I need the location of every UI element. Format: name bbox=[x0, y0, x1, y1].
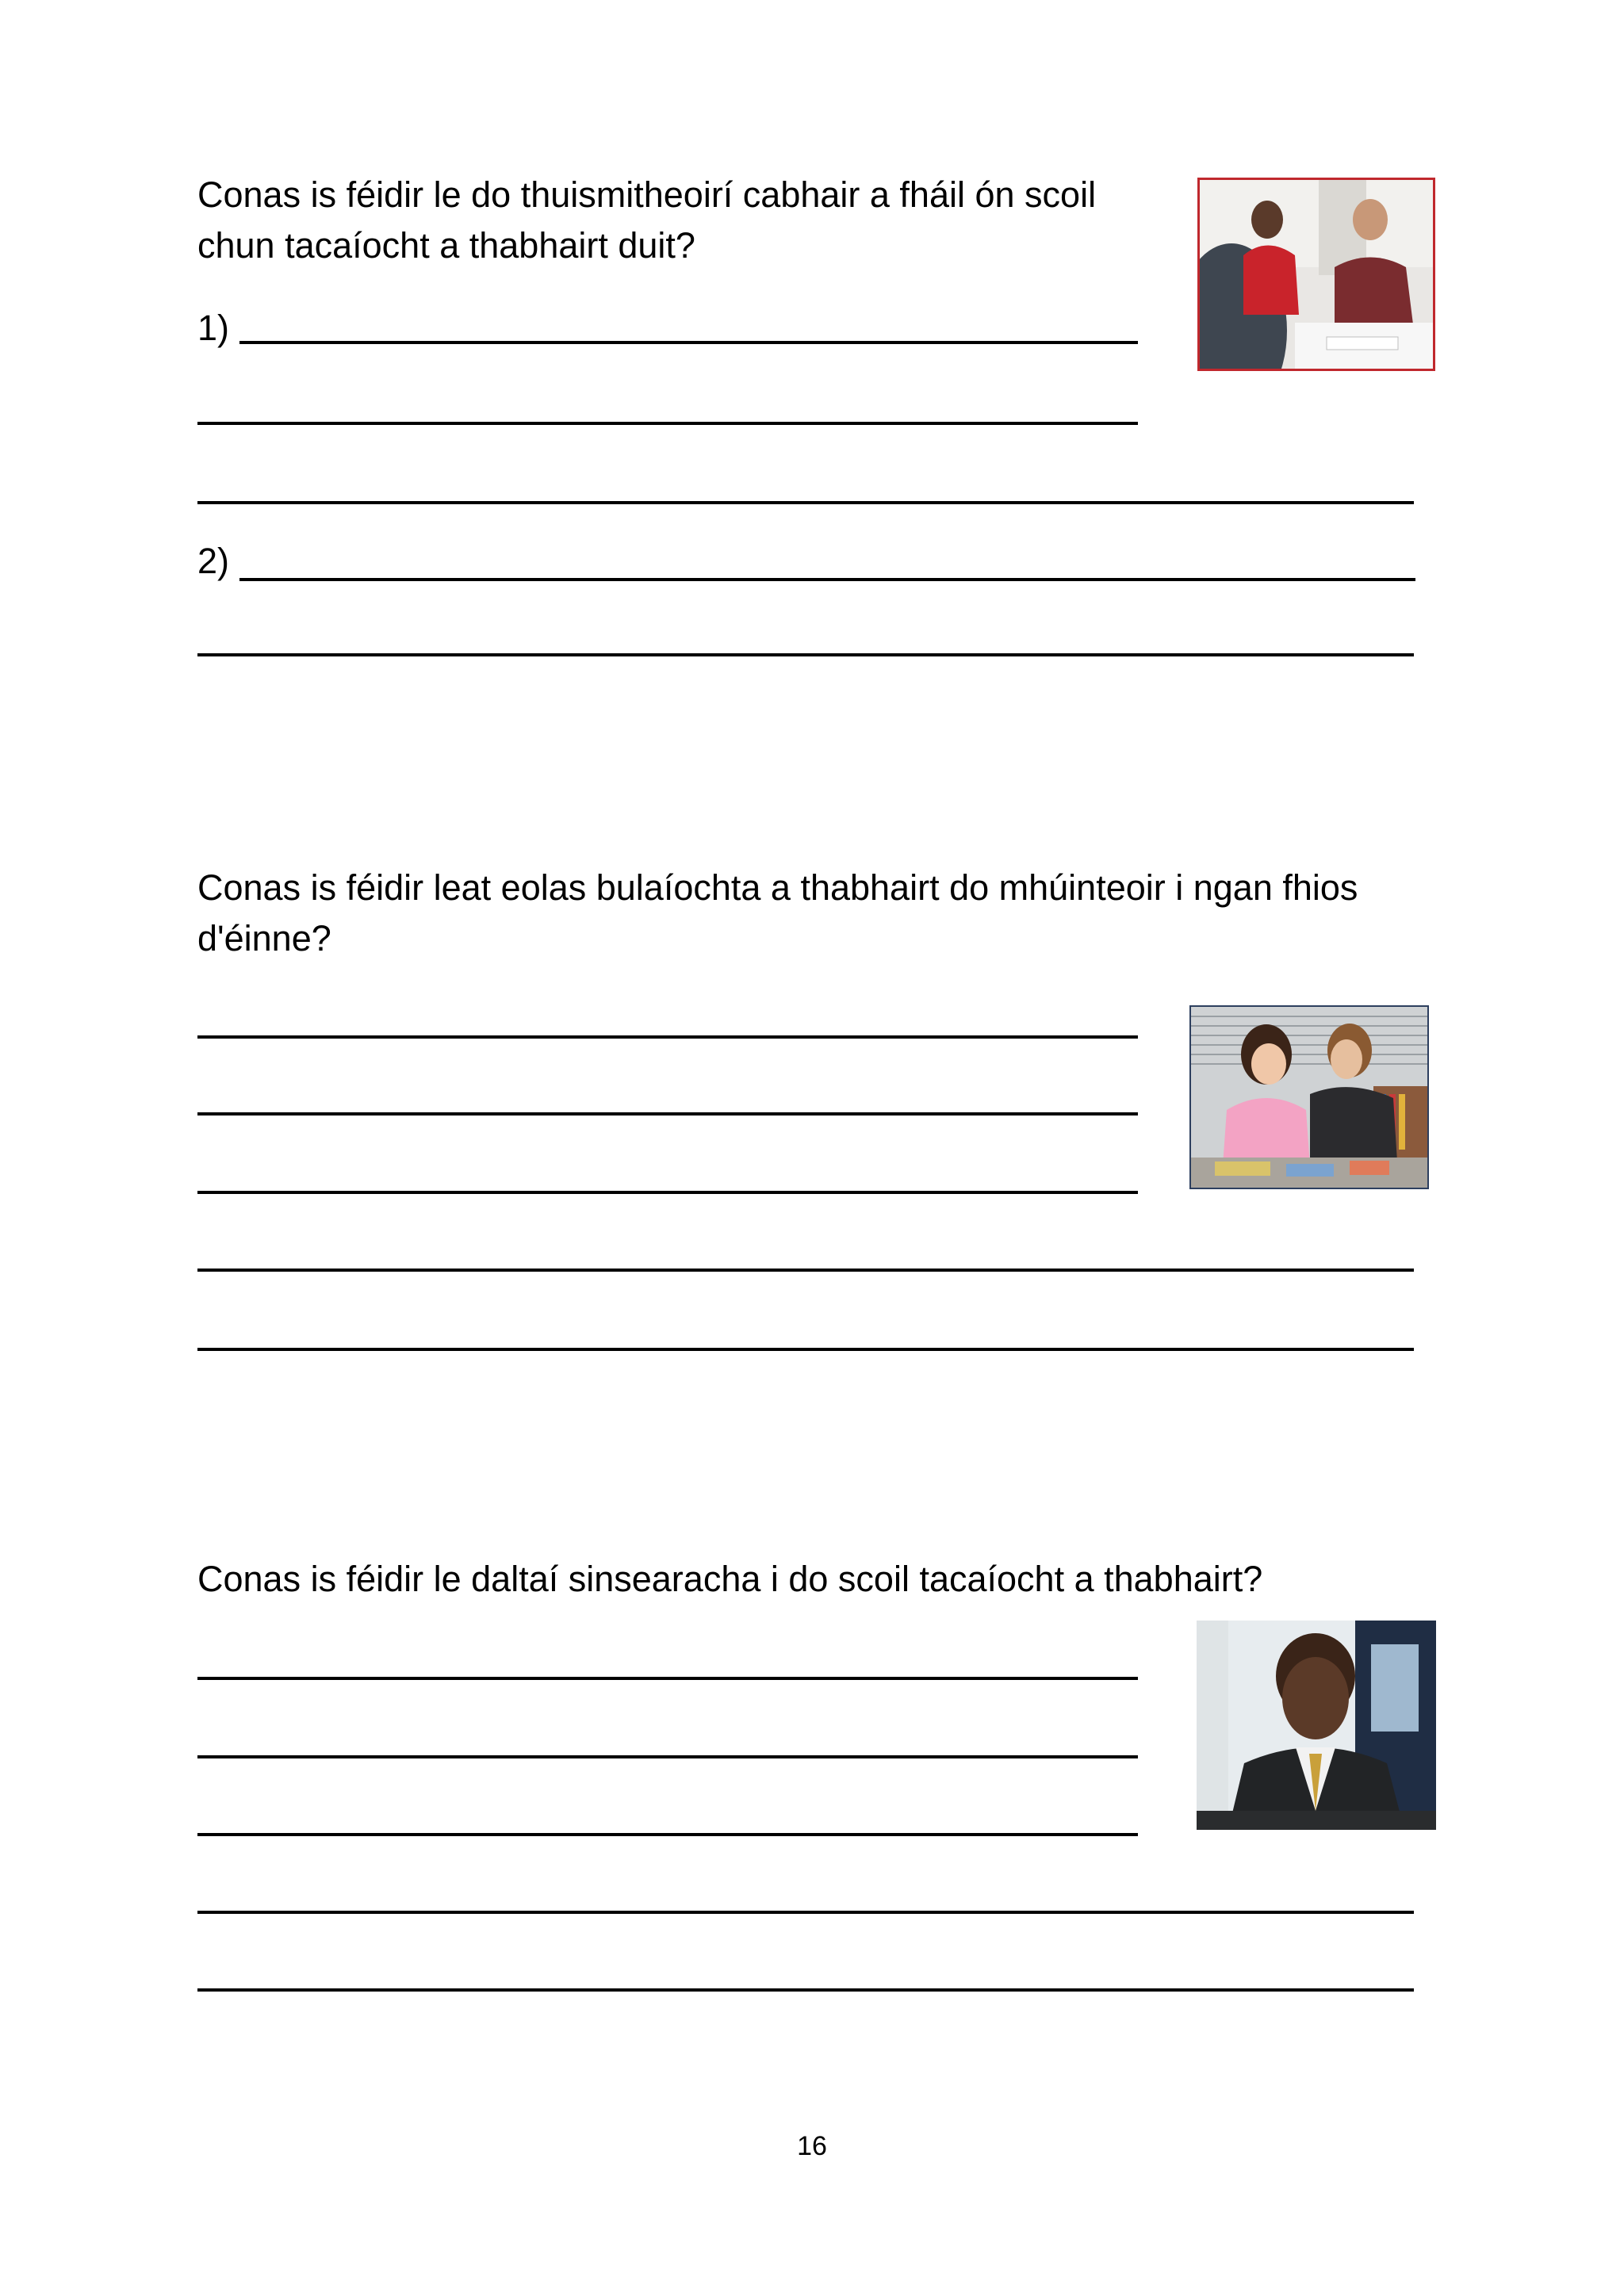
answer-line[interactable] bbox=[197, 1112, 1138, 1115]
answer-line[interactable] bbox=[197, 1911, 1414, 1914]
teacher-child-photo bbox=[1189, 1005, 1429, 1189]
answer-line[interactable] bbox=[197, 1833, 1138, 1836]
answer-line[interactable] bbox=[197, 1677, 1138, 1680]
answer-line[interactable] bbox=[197, 1988, 1414, 1992]
question-3: Conas is féidir le daltaí sinsearacha i do scoil tacaíocht a thabhairt? bbox=[197, 1559, 1263, 1599]
page-number: 16 bbox=[797, 2131, 827, 2161]
senior-student-photo bbox=[1197, 1621, 1436, 1830]
answer-line[interactable] bbox=[197, 1269, 1414, 1272]
answer-line[interactable] bbox=[197, 1755, 1138, 1758]
question-1: Conas is féidir le do thuismitheoirí cabhair a fháil ón scoil chun tacaíocht a thabhairt duit? bbox=[197, 174, 1097, 266]
answer-line[interactable] bbox=[197, 1035, 1138, 1039]
answer-label-2: 2) bbox=[197, 541, 230, 581]
answer-line[interactable] bbox=[197, 501, 1414, 504]
answer-line[interactable] bbox=[197, 1191, 1138, 1194]
answer-line[interactable] bbox=[197, 653, 1414, 656]
answer-line[interactable] bbox=[197, 422, 1138, 425]
question-2: Conas is féidir leat eolas bulaíochta a thabhairt do mhúinteoir i ngan fhios d'éinne? bbox=[197, 867, 1358, 959]
parents-meeting-photo bbox=[1197, 178, 1435, 371]
answer-label-1: 1) bbox=[197, 308, 230, 348]
answer-line[interactable] bbox=[239, 341, 1138, 344]
answer-line[interactable] bbox=[239, 578, 1415, 581]
answer-line[interactable] bbox=[197, 1348, 1414, 1351]
